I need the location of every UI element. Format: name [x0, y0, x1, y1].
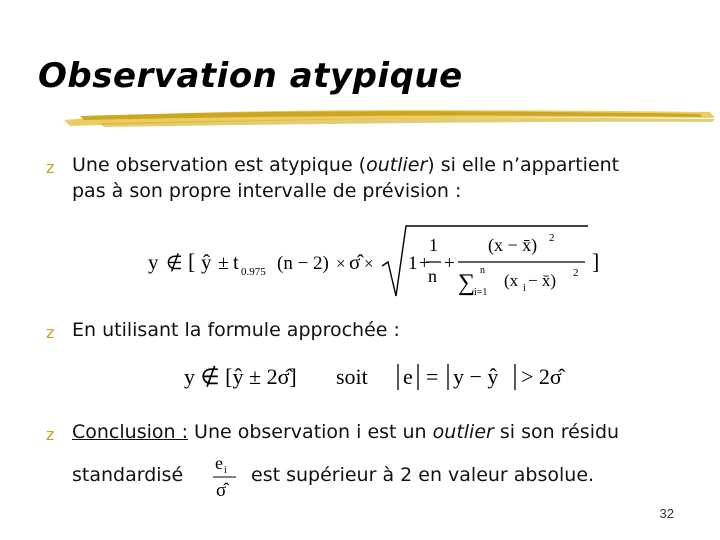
- approximate-rule-formula: [180, 356, 580, 396]
- f1-t: t: [233, 250, 239, 274]
- f1-pm: ±: [218, 252, 229, 274]
- f1-t-sub: 0.975: [241, 266, 266, 278]
- f1-rbracket: ]: [592, 249, 600, 274]
- bullet-3-line1: [72, 419, 712, 445]
- f2-rhs-gt: > 2σ̂: [521, 364, 562, 389]
- f1-frac2-den-rest: − x̄): [528, 271, 556, 290]
- f1-lbracket: [: [188, 249, 196, 274]
- f1-df: (n − 2): [277, 253, 329, 274]
- f1-one: 1: [408, 253, 418, 274]
- f2-rhs-eq: =: [426, 364, 439, 389]
- f1-times1: ×: [336, 254, 346, 273]
- conclusion-label: Conclusion :: [72, 421, 188, 443]
- f1-frac2-den-sub: i: [523, 283, 526, 294]
- bullet-3-line2-after: est supérieur à 2 en valeur absolue.: [251, 464, 595, 486]
- bullet-1-line2: pas à son propre intervalle de prévision :: [72, 180, 462, 202]
- f3-den: σ̂: [216, 480, 227, 501]
- f1-sum-sigma: ∑: [458, 270, 476, 296]
- bullet-1-text: [72, 152, 702, 204]
- page-number: 32: [659, 506, 674, 521]
- f1-frac2-den: (x: [504, 271, 519, 290]
- title-underline-stroke: [60, 104, 720, 132]
- f1-y: y: [148, 250, 159, 274]
- bullet-icon: z: [46, 425, 55, 444]
- f2-soit: soit: [336, 364, 368, 389]
- f1-sigmahat: σ̂: [349, 250, 361, 274]
- f1-frac2-num: (x − x̄): [488, 235, 538, 255]
- f2-rhs-e: e: [403, 364, 413, 389]
- slide-title: Observation atypique: [38, 56, 463, 96]
- f1-times2: ×: [364, 254, 374, 273]
- bullet-1-emph: outlier: [366, 154, 428, 176]
- f1-notin: ∉: [166, 253, 183, 274]
- bullet-3-line2-before: standardisé: [72, 464, 184, 486]
- bullet-1-before: Une observation est atypique (: [72, 154, 367, 176]
- f1-sum-sub: i=1: [474, 287, 488, 298]
- f1-frac1-num: 1: [429, 235, 438, 255]
- f3-num-sub: i: [224, 465, 227, 476]
- bullet-icon: z: [46, 323, 55, 342]
- prediction-interval-formula: [140, 222, 610, 302]
- bullet-3-after: si son résidu: [493, 421, 620, 443]
- f1-plus2: +: [444, 253, 455, 274]
- bullet-3-emph: outlier: [432, 421, 494, 443]
- f1-sum-sup: n: [480, 265, 485, 276]
- f2-lhs: y ∉ [ŷ ± 2σ̂]: [184, 364, 297, 389]
- f1-frac1-den: n: [428, 266, 437, 286]
- f1-frac2-num-exp: 2: [549, 232, 555, 244]
- f2-rhs-diff: y − ŷ: [453, 364, 499, 389]
- bullet-2-text: En utilisant la formule approchée :: [72, 319, 400, 341]
- bullet-1-after: ) si elle n’appartient: [427, 154, 620, 176]
- f3-num: e: [215, 453, 223, 473]
- standardized-residual-formula: [210, 450, 242, 504]
- f1-yhat: ŷ: [201, 250, 212, 274]
- bullet-3-before: Une observation i est un: [188, 421, 433, 443]
- bullet-icon: z: [46, 158, 55, 177]
- f1-plus1: +: [419, 253, 430, 274]
- f1-frac2-den-exp: 2: [573, 267, 579, 279]
